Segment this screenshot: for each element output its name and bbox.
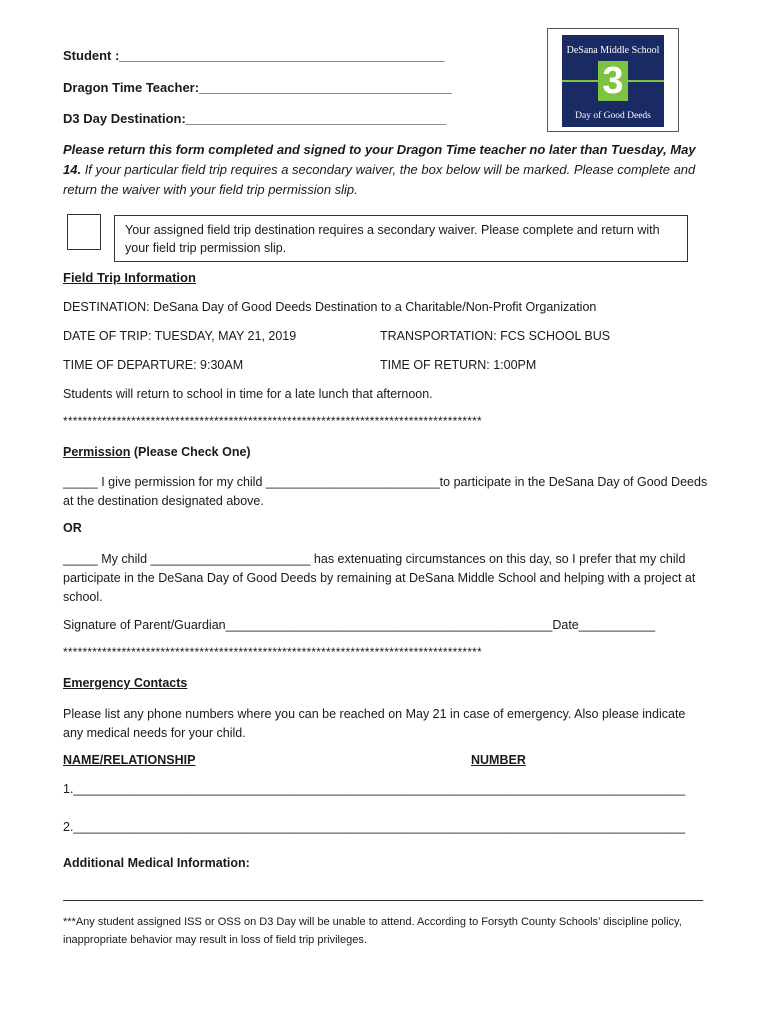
parent-signature-line: Signature of Parent/Guardian_______________________________________________Date___________: [63, 618, 656, 632]
waiver-notice-box: [114, 215, 688, 262]
permission-option-1: _____ I give permission for my child _________________________to participate in the DeSana Day of Good Deeds at the destination designated above.: [63, 475, 708, 508]
logo-subtitle: Day of Good Deeds: [575, 111, 651, 121]
trip-destination: DESTINATION: DeSana Day of Good Deeds Destination to a Charitable/Non-Profit Organization: [63, 300, 597, 314]
logo-background: [562, 35, 664, 127]
permission-option-2: _____ My child _______________________ has extenuating circumstances on this day, so I prefer that my child participate in the DeSana Day of Good Deeds by remaining at DeSana Middle School and helping with a project at school.: [63, 552, 696, 604]
logo-number: 3: [602, 60, 624, 102]
trip-departure-time: TIME OF DEPARTURE: 9:30AM: [63, 358, 244, 372]
emergency-heading: Emergency Contacts: [63, 676, 188, 690]
dragon-time-teacher-field: Dragon Time Teacher:___________________________________: [63, 80, 453, 95]
logo-school-name: DeSana Middle School: [566, 45, 660, 56]
trip-date: DATE OF TRIP: TUESDAY, MAY 21, 2019: [63, 329, 297, 343]
trip-return-time: TIME OF RETURN: 1:00PM: [380, 358, 537, 372]
medical-info-label: Additional Medical Information:: [63, 856, 250, 870]
intro-waiver-note: If your particular field trip requires a secondary waiver, the box below will be marked. Please complete and return the waiver with your field trip permission slip.: [63, 162, 696, 197]
separator-1: **************************************************************************************: [63, 414, 482, 428]
trip-transportation: TRANSPORTATION: FCS SCHOOL BUS: [380, 329, 611, 343]
d3-logo: [547, 28, 679, 132]
permission-heading: [63, 445, 251, 459]
separator-2: **************************************************************************************: [63, 645, 482, 659]
student-field: Student :_____________________________________________: [63, 48, 445, 63]
column-number: NUMBER: [471, 753, 526, 767]
trip-lunch-note: Students will return to school in time for a late lunch that afternoon.: [63, 387, 433, 401]
discipline-footnote: ***Any student assigned ISS or OSS on D3 Day will be unable to attend. According to Forsyth County Schools’ discipline policy, inappropriate behavior may result in loss of field trip privileges.: [63, 916, 682, 946]
logo-number-box: [598, 61, 628, 101]
waiver-notice-text: Your assigned field trip destination requires a secondary waiver. Please complete and return with your field trip permission slip.: [125, 223, 660, 255]
contact-line-2: 2.________________________________________________________________________________________: [63, 820, 686, 834]
intro-deadline: Please return this form completed and signed to your Dragon Time teacher no later than Tuesday, May 14.: [63, 142, 696, 177]
d3-destination-field: D3 Day Destination:____________________________________: [63, 111, 447, 126]
permission-or: OR: [63, 521, 82, 535]
field-trip-heading: Field Trip Information: [63, 270, 196, 285]
emergency-instructions: Please list any phone numbers where you can be reached on May 21 in case of emergency. Also please indicate any medical needs for your child.: [63, 707, 686, 740]
permission-heading-note: (Please Check One): [130, 445, 251, 459]
medical-info-line: [63, 900, 703, 901]
contact-line-1: 1.________________________________________________________________________________________: [63, 782, 686, 796]
intro-paragraph: [63, 140, 703, 200]
secondary-waiver-checkbox[interactable]: [67, 214, 101, 250]
permission-heading-label: Permission: [63, 445, 131, 459]
column-name-relationship: NAME/RELATIONSHIP: [63, 753, 196, 767]
